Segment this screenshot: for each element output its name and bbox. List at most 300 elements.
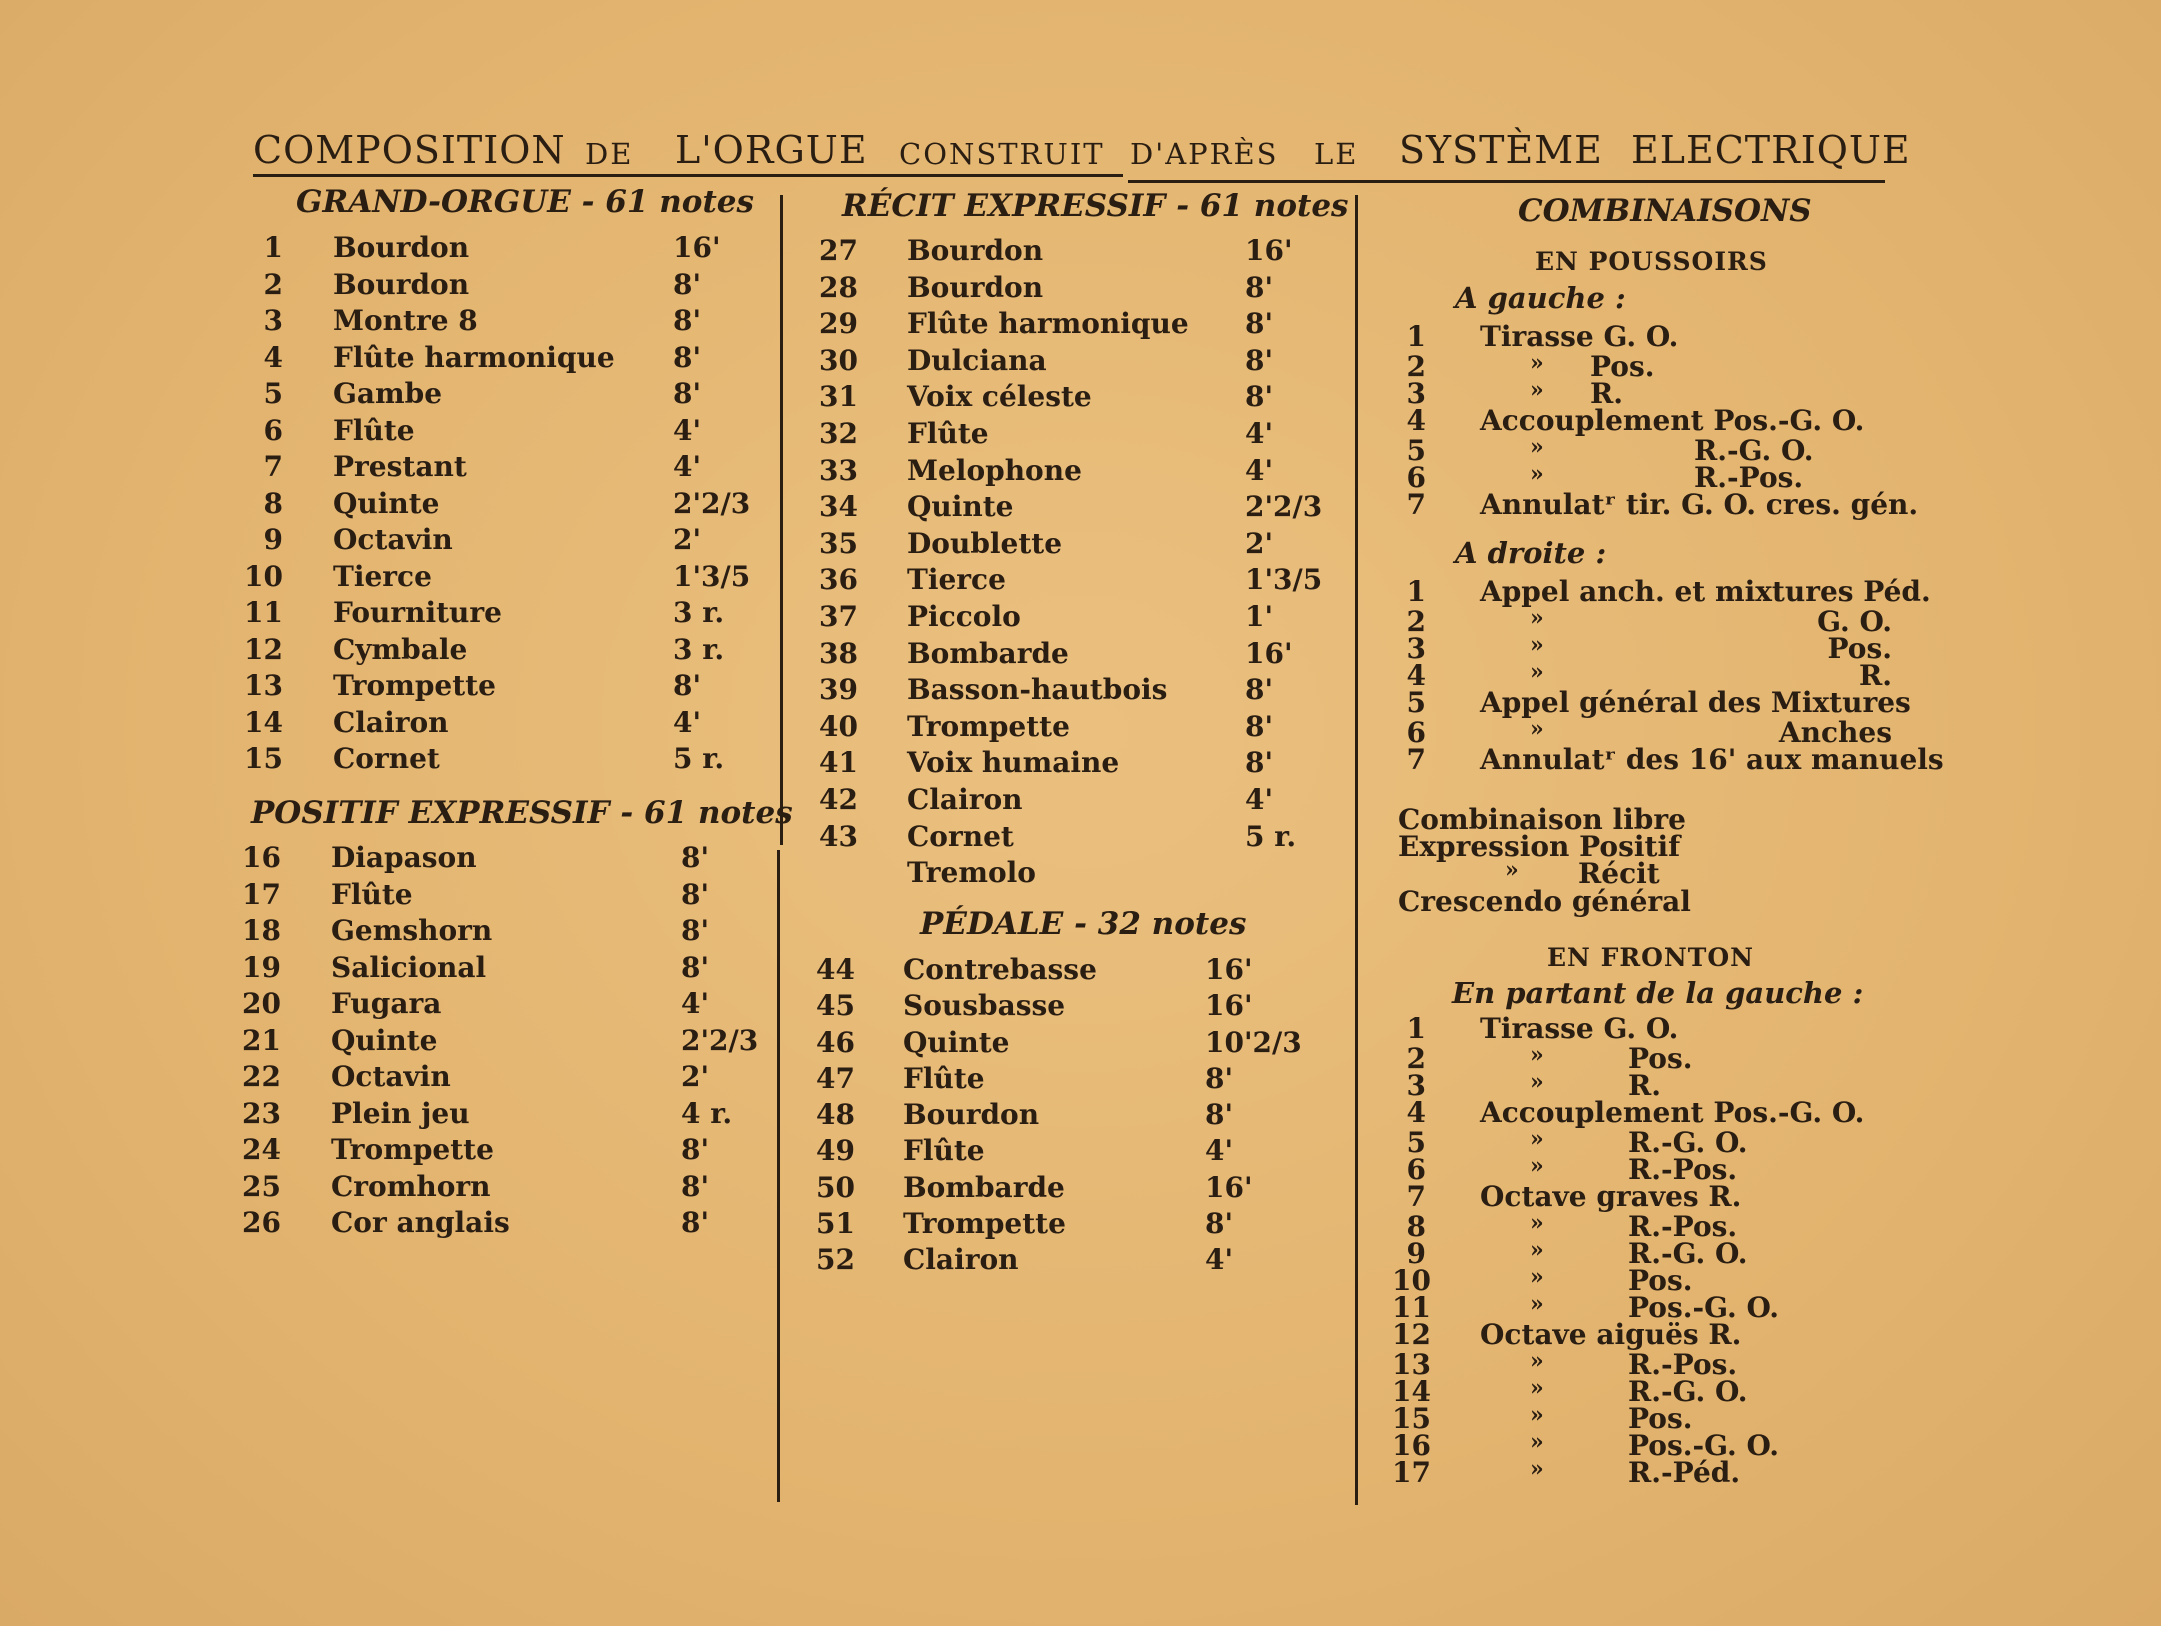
stop-number: 10 (244, 559, 283, 593)
ditto-mark: » (1530, 1069, 1544, 1095)
stop-footage: 4' (681, 987, 710, 1020)
stop-name: Tierce (907, 563, 1006, 597)
ditto-mark: » (1530, 1153, 1544, 1179)
ditto-mark: » (1530, 1042, 1544, 1068)
combination-number: 2 (1406, 1042, 1426, 1075)
stop-footage: 8' (1245, 307, 1274, 341)
stop-name: Bourdon (333, 231, 470, 264)
stop-number: 17 (242, 877, 281, 911)
stop-name: Bourdon (333, 267, 470, 301)
combination-target: Pos. (1628, 1264, 1693, 1297)
combination-row (1392, 1180, 1892, 1213)
stop-row (238, 487, 778, 524)
stop-footage: 4' (673, 413, 702, 447)
title-word: COMPOSITION (253, 128, 566, 172)
stop-name: Trompette (331, 1133, 494, 1166)
combination-row (1392, 350, 1892, 383)
stop-row (810, 1207, 1350, 1243)
ditto-mark: » (1530, 1375, 1544, 1401)
combination-label: Octave aiguës R. (1480, 1318, 1742, 1351)
stop-number: 23 (242, 1096, 281, 1130)
stop-name: Contrebasse (903, 953, 1097, 986)
stop-number: 36 (819, 563, 858, 597)
stop-row (236, 987, 776, 1024)
column-divider (780, 195, 783, 845)
stop-number: 18 (242, 914, 281, 947)
positif-heading: POSITIF EXPRESSIF - 61 notes (251, 795, 793, 831)
combination-number: 6 (1406, 716, 1426, 749)
ditto-mark: » (1530, 461, 1544, 487)
fronton-combination-list (1392, 1012, 1902, 1512)
stop-number: 16 (242, 841, 281, 874)
stop-footage: 16' (1205, 989, 1253, 1023)
stop-row (238, 231, 778, 268)
stop-name: Trompette (907, 709, 1070, 743)
stop-number: 51 (816, 1207, 855, 1241)
expression-positif: Expression Positif (1398, 830, 1681, 863)
stop-row (238, 414, 778, 451)
stop-row (810, 953, 1350, 989)
combination-label: Tirasse G. O. (1480, 1012, 1679, 1045)
stop-name: Cornet (907, 819, 1014, 853)
stop-footage: 1' (1245, 599, 1274, 633)
combination-target: R.-Pos. (1628, 1348, 1738, 1381)
stop-footage: 8' (1205, 1098, 1234, 1132)
stop-number: 33 (819, 453, 858, 487)
combination-row (1392, 404, 1892, 437)
stop-number: 15 (244, 742, 283, 775)
stop-footage: 2' (1245, 526, 1274, 560)
stop-footage: 4' (1245, 782, 1274, 816)
combination-number: 4 (1406, 659, 1426, 692)
stop-row (238, 560, 778, 597)
stop-name: Cornet (333, 742, 440, 775)
stop-number: 48 (816, 1098, 855, 1132)
combination-number: 3 (1406, 632, 1426, 665)
stop-name: Gemshorn (331, 914, 493, 947)
combination-target: Anches (1778, 716, 1892, 749)
combination-target: Pos.-G. O. (1628, 1429, 1780, 1462)
combination-target: R.-G. O. (1628, 1126, 1748, 1159)
stop-number: 11 (244, 596, 283, 629)
combination-row (1392, 1210, 1892, 1243)
stop-row (810, 989, 1350, 1025)
combination-row (1392, 1264, 1892, 1297)
combinaison-libre: Combinaison libre (1398, 803, 1686, 836)
stop-row (813, 344, 1353, 381)
stop-footage: 5 r. (1245, 819, 1297, 853)
stop-name: Trompette (333, 669, 496, 702)
stop-row (813, 307, 1353, 344)
combination-number: 7 (1406, 743, 1426, 776)
combination-row (1392, 1291, 1892, 1324)
stop-number: 28 (819, 270, 858, 304)
stop-footage: 4' (1205, 1134, 1234, 1168)
combination-label: Appel général des Mixtures (1480, 686, 1911, 719)
stop-number: 32 (819, 416, 858, 450)
stop-row (810, 1098, 1350, 1134)
stop-name: Bourdon (907, 234, 1044, 267)
stop-name: Bombarde (903, 1170, 1065, 1204)
stop-footage: 8' (1245, 709, 1274, 743)
stop-number: 29 (819, 307, 858, 341)
combination-row (1392, 1237, 1892, 1270)
stop-row (813, 563, 1353, 600)
recit-heading: RÉCIT EXPRESSIF - 61 notes (842, 188, 1349, 224)
combination-row (1392, 1153, 1892, 1186)
title-word: DE (585, 137, 634, 171)
title-word: SYSTÈME (1399, 128, 1603, 172)
combination-row (1392, 686, 1911, 719)
combination-row (1392, 1126, 1892, 1159)
stop-footage: 4' (1245, 416, 1274, 450)
combination-number: 8 (1406, 1210, 1426, 1243)
stop-footage: 16' (673, 231, 721, 264)
stop-number: 27 (819, 234, 858, 267)
stop-number: 42 (819, 782, 858, 816)
stop-name: Bourdon (907, 270, 1044, 304)
title-underline (1128, 180, 1885, 183)
expression-recit-mark: » (1505, 857, 1519, 883)
stop-name: Prestant (333, 450, 467, 483)
combination-number: 16 (1392, 1429, 1431, 1462)
combination-target: R. (1590, 377, 1624, 410)
combination-label: Octave graves R. (1480, 1180, 1742, 1213)
stop-row (238, 706, 778, 743)
stop-number: 1 (263, 231, 283, 264)
stop-name: Montre 8 (333, 304, 478, 337)
stop-footage: 2' (673, 523, 702, 556)
stop-name: Gambe (333, 377, 443, 410)
stop-row (813, 417, 1353, 454)
stop-number: 39 (819, 673, 858, 707)
stop-name: Bourdon (903, 1098, 1040, 1132)
stop-number: 45 (816, 989, 855, 1023)
combination-row (1392, 377, 1892, 410)
document-title (253, 128, 1911, 188)
stop-row (236, 878, 776, 915)
stop-row (238, 268, 778, 305)
stop-footage: 3 r. (673, 596, 725, 629)
stop-number: 8 (263, 486, 283, 520)
stop-footage: 8' (681, 841, 710, 874)
combination-row (1392, 1042, 1892, 1075)
ditto-mark: » (1530, 1291, 1544, 1317)
stop-name: Trompette (903, 1207, 1066, 1241)
stop-footage: 8' (673, 377, 702, 410)
combination-target: R.-Pos. (1628, 1210, 1738, 1243)
combination-target: Pos. (1628, 1402, 1693, 1435)
combination-number: 6 (1406, 461, 1426, 494)
stop-row (813, 527, 1353, 564)
combination-number: 5 (1406, 434, 1426, 467)
stop-number: 20 (242, 987, 281, 1020)
combination-number: 3 (1406, 1069, 1426, 1102)
stop-row (236, 1097, 776, 1134)
combination-target: R.-G. O. (1694, 434, 1814, 467)
stop-footage: 8' (681, 1169, 710, 1203)
stop-name: Flûte (903, 1061, 985, 1095)
combination-row (1392, 488, 1919, 521)
stop-row (813, 820, 1353, 857)
expression-recit: Récit (1578, 857, 1660, 890)
ditto-mark: » (1530, 716, 1544, 742)
column-divider (1355, 195, 1358, 1505)
stop-footage: 2'2/3 (673, 486, 751, 520)
stop-row (810, 1134, 1350, 1170)
combination-row (1392, 659, 1892, 692)
stop-footage: 4' (1245, 453, 1274, 487)
stop-number: 35 (819, 526, 858, 560)
combination-target: R.-Péd. (1628, 1456, 1741, 1489)
stop-name: Flûte harmonique (907, 307, 1189, 341)
combination-row (1392, 320, 1892, 353)
stop-footage: 16' (1245, 636, 1293, 670)
stop-number: 9 (263, 523, 283, 556)
stop-footage: 1'3/5 (673, 559, 751, 593)
stop-number: 2 (263, 267, 283, 301)
stop-row (236, 1060, 776, 1097)
stop-number: 52 (816, 1243, 855, 1277)
stop-name: Clairon (907, 782, 1023, 816)
stop-name: Piccolo (907, 599, 1021, 633)
combination-number: 17 (1392, 1456, 1431, 1489)
droite-heading: A droite : (1455, 536, 1607, 570)
combination-label: Tirasse G. O. (1480, 320, 1679, 353)
ditto-mark: » (1530, 350, 1544, 376)
stop-name: Cromhorn (331, 1169, 491, 1203)
combination-target: R.-G. O. (1628, 1375, 1748, 1408)
ditto-mark: » (1530, 1402, 1544, 1428)
stop-number: 31 (819, 380, 858, 414)
combination-row (1392, 1348, 1892, 1381)
stop-footage: 8' (1205, 1061, 1234, 1095)
stop-name: Fourniture (333, 596, 502, 629)
ditto-mark: » (1530, 1264, 1544, 1290)
ditto-mark: » (1530, 605, 1544, 631)
stop-footage: 8' (673, 267, 702, 301)
combination-target: R.-Pos. (1628, 1153, 1738, 1186)
combination-row (1392, 1096, 1892, 1129)
stop-name: Melophone (907, 453, 1082, 487)
combination-row (1392, 575, 1931, 608)
combination-row (1392, 434, 1892, 467)
stop-row (813, 710, 1353, 747)
stop-row (813, 783, 1353, 820)
stop-footage: 8' (681, 1133, 710, 1166)
column-divider (777, 850, 780, 1502)
stop-name: Octavin (333, 523, 453, 556)
combination-row (1392, 461, 1892, 494)
stop-number: 34 (819, 490, 858, 524)
combination-target: Pos. (1628, 1042, 1693, 1075)
stop-name: Plein jeu (331, 1096, 470, 1130)
stop-row (813, 856, 1353, 893)
stop-number: 21 (242, 1023, 281, 1057)
stop-footage: 8' (1245, 270, 1274, 304)
stop-footage: 8' (1245, 746, 1274, 780)
stop-number: 38 (819, 636, 858, 670)
combination-row (1392, 743, 1944, 776)
combination-number: 11 (1392, 1291, 1431, 1324)
stop-footage: 4' (1205, 1243, 1234, 1277)
combination-number: 7 (1406, 1180, 1426, 1213)
combination-number: 3 (1406, 377, 1426, 410)
stop-row (238, 523, 778, 560)
stop-footage: 8' (1205, 1207, 1234, 1241)
stop-number: 37 (819, 599, 858, 633)
stop-name: Dulciana (907, 343, 1047, 377)
title-word: ELECTRIQUE (1631, 128, 1911, 172)
stop-number: 12 (244, 632, 283, 666)
combination-label: Annulatʳ tir. G. O. cres. gén. (1480, 488, 1919, 521)
stop-number: 7 (263, 450, 283, 483)
stop-name: Clairon (903, 1243, 1019, 1277)
title-underline (253, 174, 1123, 177)
stop-number: 22 (242, 1060, 281, 1093)
stop-row (236, 1024, 776, 1061)
combination-target: R.-Pos. (1694, 461, 1804, 494)
combination-row (1392, 716, 1892, 749)
stop-row (236, 1133, 776, 1170)
combination-target: G. O. (1817, 605, 1892, 638)
stop-row (813, 271, 1353, 308)
stop-footage: 8' (681, 950, 710, 984)
stop-row (813, 380, 1353, 417)
stop-number: 44 (816, 953, 855, 986)
gauche-combination-list (1392, 320, 1919, 530)
combination-number: 6 (1406, 1153, 1426, 1186)
combination-number: 1 (1406, 575, 1426, 608)
stop-row (813, 454, 1353, 491)
stop-row (236, 951, 776, 988)
combination-number: 4 (1406, 404, 1426, 437)
stop-number: 43 (819, 819, 858, 853)
stop-name: Diapason (331, 841, 477, 874)
stop-footage: 2' (681, 1060, 710, 1093)
combination-target: Pos.-G. O. (1628, 1291, 1780, 1324)
stop-row (238, 304, 778, 341)
positif-stop-list (236, 841, 776, 1243)
stop-number: 5 (263, 377, 283, 410)
stop-footage: 8' (673, 669, 702, 702)
combination-number: 7 (1406, 488, 1426, 521)
ditto-mark: » (1530, 659, 1544, 685)
poussoirs-heading: EN POUSSOIRS (1535, 247, 1768, 276)
stop-row (238, 450, 778, 487)
stop-row (813, 673, 1353, 710)
stop-number: 6 (263, 413, 283, 447)
combination-number: 13 (1392, 1348, 1431, 1381)
pedale-stop-list (810, 953, 1350, 1280)
combination-label: Accouplement Pos.-G. O. (1480, 1096, 1865, 1129)
stop-row (810, 1062, 1350, 1098)
stop-row (236, 1206, 776, 1243)
combination-row (1392, 1429, 1892, 1462)
combination-row (1392, 1012, 1892, 1045)
stop-row (813, 490, 1353, 527)
stop-name: Doublette (907, 526, 1063, 560)
combination-row (1392, 1318, 1892, 1351)
ditto-mark: » (1530, 434, 1544, 460)
stop-name: Flûte (903, 1134, 985, 1168)
stop-name: Tierce (333, 559, 432, 593)
stop-name: Quinte (333, 486, 440, 520)
combination-row (1392, 605, 1892, 638)
stop-row (236, 841, 776, 878)
stop-name: Cymbale (333, 632, 468, 666)
stop-row (813, 600, 1353, 637)
stop-name: Basson-hautbois (907, 673, 1168, 707)
stop-footage: 16' (1205, 953, 1253, 986)
title-word: L'ORGUE (675, 128, 868, 172)
stop-number: 49 (816, 1134, 855, 1168)
stop-name: Voix céleste (907, 380, 1092, 414)
stop-row (238, 669, 778, 706)
combination-row (1392, 1375, 1892, 1408)
stop-footage: 16' (1245, 234, 1293, 267)
stop-name: Salicional (331, 950, 487, 984)
combination-number: 9 (1406, 1237, 1426, 1270)
combination-row (1392, 1402, 1892, 1435)
stop-footage: 16' (1205, 1170, 1253, 1204)
stop-row (238, 633, 778, 670)
combination-number: 1 (1406, 320, 1426, 353)
stop-number: 46 (816, 1025, 855, 1059)
stop-name: Flûte (331, 877, 413, 911)
combination-target: R. (1858, 659, 1892, 692)
stop-row (810, 1171, 1350, 1207)
recit-stop-list (813, 234, 1353, 893)
combination-label: Annulatʳ des 16' aux manuels (1480, 743, 1944, 776)
stop-name: Cor anglais (331, 1206, 510, 1239)
stop-name: Octavin (331, 1060, 451, 1093)
grand-orgue-heading: GRAND-ORGUE - 61 notes (296, 184, 754, 220)
stop-footage: 2'2/3 (681, 1023, 759, 1057)
stop-number: 13 (244, 669, 283, 702)
stop-name: Sousbasse (903, 989, 1066, 1023)
stop-row (810, 1243, 1350, 1279)
combination-number: 2 (1406, 605, 1426, 638)
stop-footage: 3 r. (673, 632, 725, 666)
stop-footage: 8' (1245, 673, 1274, 707)
stop-number: 40 (819, 709, 858, 743)
combination-label: Appel anch. et mixtures Péd. (1480, 575, 1931, 608)
stop-number: 26 (242, 1206, 281, 1239)
stop-footage: 4' (673, 450, 702, 483)
combination-number: 15 (1392, 1402, 1431, 1435)
stop-row (238, 596, 778, 633)
stop-name: Fugara (331, 987, 442, 1020)
stop-footage: 8' (1245, 380, 1274, 414)
combinaisons-heading: COMBINAISONS (1518, 193, 1812, 229)
combination-row (1392, 1456, 1892, 1489)
ditto-mark: » (1530, 1348, 1544, 1374)
stop-row (813, 637, 1353, 674)
stop-row (238, 377, 778, 414)
title-word: LE (1314, 137, 1359, 171)
stop-name: Flûte (333, 413, 415, 447)
stop-row (238, 341, 778, 378)
stop-row (813, 234, 1353, 271)
combination-number: 2 (1406, 350, 1426, 383)
crescendo-general: Crescendo général (1398, 885, 1691, 918)
combination-number: 4 (1406, 1096, 1426, 1129)
stop-footage: 1'3/5 (1245, 563, 1323, 597)
stop-row (236, 914, 776, 951)
stop-row (238, 742, 778, 779)
stop-footage: 4 r. (681, 1096, 733, 1130)
